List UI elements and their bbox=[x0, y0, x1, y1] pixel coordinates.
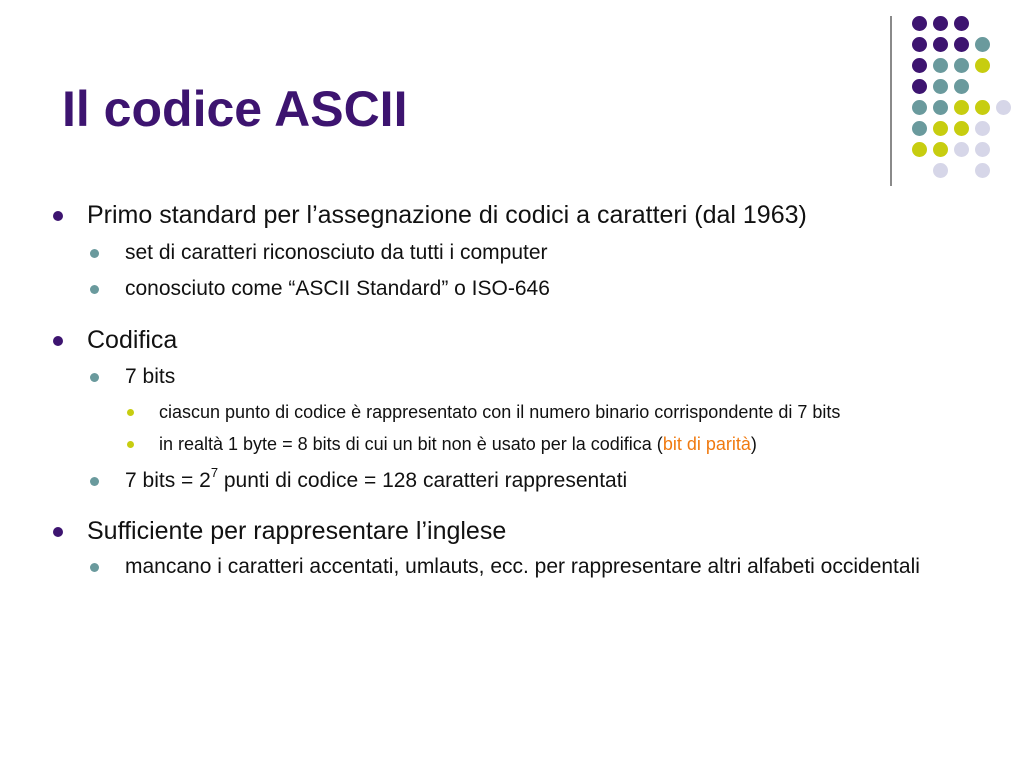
bullet-level1 bbox=[48, 516, 948, 546]
decorative-dot bbox=[975, 121, 990, 136]
decorative-dot bbox=[954, 121, 969, 136]
decorative-dot bbox=[933, 121, 948, 136]
bullet-level2 bbox=[48, 276, 948, 302]
decorative-dot bbox=[954, 37, 969, 52]
decorative-dot bbox=[912, 121, 927, 136]
bullet-level3 bbox=[48, 432, 948, 456]
bullet-dot bbox=[53, 211, 63, 221]
exponent: 7 bbox=[210, 465, 219, 480]
bullet-dot bbox=[127, 441, 134, 448]
bullet-dot bbox=[90, 285, 99, 294]
slide-body bbox=[48, 200, 948, 580]
decorative-dot bbox=[975, 163, 990, 178]
decorative-dot bbox=[933, 58, 948, 73]
bullet-level2 bbox=[48, 465, 948, 494]
decorative-dot bbox=[912, 100, 927, 115]
decorative-dot bbox=[975, 37, 990, 52]
decorative-dot bbox=[954, 58, 969, 73]
text-part: 7 bits = 2 bbox=[125, 469, 211, 492]
decorative-dot bbox=[975, 142, 990, 157]
decorative-dot bbox=[933, 37, 948, 52]
bullet-level1 bbox=[48, 325, 948, 355]
decorative-dot bbox=[954, 79, 969, 94]
bullet-text: Primo standard per l’assegnazione di codici a caratteri (dal 1963) bbox=[87, 201, 807, 229]
bullet-dot bbox=[90, 249, 99, 258]
bullet-dot bbox=[127, 409, 134, 416]
bullet-level2 bbox=[48, 554, 948, 580]
bullet-dot bbox=[53, 527, 63, 537]
bullet-level3 bbox=[48, 400, 948, 424]
decorative-dot bbox=[954, 142, 969, 157]
bullet-text bbox=[125, 465, 628, 492]
bullet-text: ciascun punto di codice è rappresentato con il numero binario corrispondente di 7 bits bbox=[159, 402, 841, 422]
bullet-text bbox=[159, 434, 757, 454]
bullet-level2 bbox=[48, 364, 948, 390]
bullet-text: mancano i caratteri accentati, umlauts, ecc. per rappresentare altri alfabeti occidentali bbox=[125, 555, 920, 578]
decorative-dot bbox=[933, 163, 948, 178]
decorative-dot bbox=[912, 16, 927, 31]
divider-line bbox=[890, 16, 892, 186]
text-part: in realtà 1 byte = 8 bits di cui un bit non è usato per la codifica ( bbox=[159, 434, 663, 454]
decorative-dot bbox=[996, 100, 1011, 115]
decorative-dot bbox=[933, 100, 948, 115]
decorative-dot bbox=[933, 142, 948, 157]
decorative-dot bbox=[912, 37, 927, 52]
bullet-level1 bbox=[48, 200, 948, 230]
bullet-dot bbox=[53, 336, 63, 346]
text-part: punti di codice = 128 caratteri rappresentati bbox=[218, 469, 628, 492]
decorative-dot bbox=[912, 58, 927, 73]
text-part: ) bbox=[750, 434, 757, 454]
bullet-text: conosciuto come “ASCII Standard” o ISO-646 bbox=[125, 277, 550, 300]
bullet-level2 bbox=[48, 240, 948, 266]
decorative-dot bbox=[933, 16, 948, 31]
bullet-dot bbox=[90, 477, 99, 486]
bullet-text: 7 bits bbox=[125, 365, 176, 388]
decorative-dot bbox=[975, 100, 990, 115]
bullet-text: Sufficiente per rappresentare l’inglese bbox=[87, 517, 507, 545]
decorative-dot bbox=[954, 100, 969, 115]
decorative-dot bbox=[933, 79, 948, 94]
slide-title: Il codice ASCII bbox=[62, 81, 408, 137]
bullet-text: set di caratteri riconosciuto da tutti i computer bbox=[125, 241, 548, 264]
highlighted-term: bit di parità bbox=[662, 434, 751, 454]
decorative-dot bbox=[954, 16, 969, 31]
bullet-dot bbox=[90, 373, 99, 382]
bullet-dot bbox=[90, 563, 99, 572]
decorative-dot bbox=[912, 142, 927, 157]
decorative-dot bbox=[975, 58, 990, 73]
bullet-text: Codifica bbox=[87, 326, 178, 354]
decorative-dot bbox=[912, 79, 927, 94]
